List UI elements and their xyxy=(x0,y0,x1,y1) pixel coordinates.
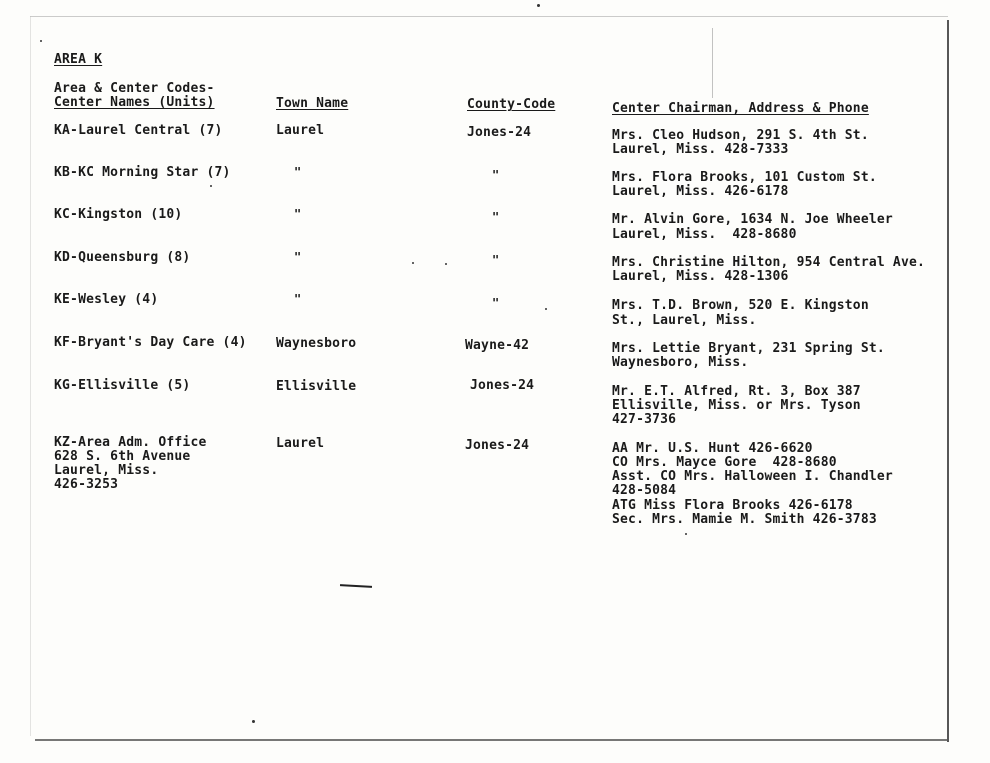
row-chairman-line: Laurel, Miss. 428-7333 xyxy=(612,142,789,157)
row-chairman-line: Laurel, Miss. 426-6178 xyxy=(612,184,789,199)
header-chairman: Center Chairman, Address & Phone xyxy=(612,101,869,116)
row-town-ditto: " xyxy=(294,207,302,221)
row-chairman-line: CO Mrs. Mayce Gore 428-8680 xyxy=(612,455,837,470)
scan-border-bottom xyxy=(35,739,947,741)
row-town: Laurel xyxy=(276,123,325,138)
row-chairman-line: Asst. CO Mrs. Halloween I. Chandler xyxy=(612,469,893,484)
row-chairman-line: Ellisville, Miss. or Mrs. Tyson xyxy=(612,398,861,413)
scan-speck xyxy=(537,4,540,7)
row-center-name: KC-Kingston (10) xyxy=(54,207,183,222)
header-town: Town Name xyxy=(276,96,349,111)
scan-border-top xyxy=(30,16,948,17)
header-codes-line1: Area & Center Codes- xyxy=(54,81,215,96)
row-county-ditto: " xyxy=(492,168,500,182)
row-chairman-line: Mr. Alvin Gore, 1634 N. Joe Wheeler xyxy=(612,212,893,227)
row-chairman-line: ATG Miss Flora Brooks 426-6178 xyxy=(612,498,853,513)
row-chairman-line: AA Mr. U.S. Hunt 426-6620 xyxy=(612,441,813,456)
row-center-name: KG-Ellisville (5) xyxy=(54,378,191,393)
row-town-ditto: " xyxy=(294,292,302,306)
header-county: County-Code xyxy=(467,97,556,112)
row-center-address: 628 S. 6th Avenue xyxy=(54,449,191,464)
row-center-name: KD-Queensburg (8) xyxy=(54,250,191,265)
row-chairman-line: Sec. Mrs. Mamie M. Smith 426-3783 xyxy=(612,512,877,527)
row-chairman-line: Mrs. T.D. Brown, 520 E. Kingston xyxy=(612,298,869,313)
row-county: Jones-24 xyxy=(470,378,535,393)
row-chairman-line: Waynesboro, Miss. xyxy=(612,355,749,370)
scan-speck xyxy=(545,308,547,310)
row-center-name: KA-Laurel Central (7) xyxy=(54,123,223,138)
row-county: Jones-24 xyxy=(465,438,530,453)
row-town: Laurel xyxy=(276,436,325,451)
scan-speck xyxy=(445,263,447,265)
row-chairman-line: Mrs. Cleo Hudson, 291 S. 4th St. xyxy=(612,128,869,143)
row-center-name: KF-Bryant's Day Care (4) xyxy=(54,335,247,350)
row-county-ditto: " xyxy=(492,253,500,267)
scan-speck xyxy=(40,40,42,42)
row-chairman-line: St., Laurel, Miss. xyxy=(612,313,757,328)
scan-speck xyxy=(685,533,687,535)
row-chairman-line: 428-5084 xyxy=(612,483,677,498)
row-county: Wayne-42 xyxy=(465,338,530,353)
row-town-ditto: " xyxy=(294,250,302,264)
row-chairman-line: Mrs. Christine Hilton, 954 Central Ave. xyxy=(612,255,926,270)
row-county-ditto: " xyxy=(492,296,500,310)
scan-artifact-line xyxy=(340,584,372,588)
row-town: Waynesboro xyxy=(276,336,357,351)
row-chairman-line: Mrs. Lettie Bryant, 231 Spring St. xyxy=(612,341,885,356)
row-center-name: KE-Wesley (4) xyxy=(54,292,159,307)
scan-border-right xyxy=(947,20,949,742)
scan-speck xyxy=(412,262,414,264)
scan-artifact-tick xyxy=(712,28,713,98)
row-town: Ellisville xyxy=(276,379,357,394)
scan-speck xyxy=(210,185,212,187)
row-center-phone: 426-3253 xyxy=(54,477,119,492)
row-center-address: Laurel, Miss. xyxy=(54,463,159,478)
row-county: Jones-24 xyxy=(467,125,532,140)
row-town-ditto: " xyxy=(294,165,302,179)
row-center-name: KZ-Area Adm. Office xyxy=(54,435,207,450)
row-county-ditto: " xyxy=(492,210,500,224)
row-chairman-line: Mrs. Flora Brooks, 101 Custom St. xyxy=(612,170,877,185)
header-codes-line2: Center Names (Units) xyxy=(54,95,215,110)
area-title: AREA K xyxy=(54,52,103,67)
row-chairman-line: Laurel, Miss. 428-1306 xyxy=(612,269,789,284)
row-chairman-line: Laurel, Miss. 428-8680 xyxy=(612,227,797,242)
row-chairman-line: 427-3736 xyxy=(612,412,677,427)
scan-speck xyxy=(252,720,255,723)
row-chairman-line: Mr. E.T. Alfred, Rt. 3, Box 387 xyxy=(612,384,861,399)
row-center-name: KB-KC Morning Star (7) xyxy=(54,165,231,180)
scan-border-left xyxy=(30,16,31,736)
